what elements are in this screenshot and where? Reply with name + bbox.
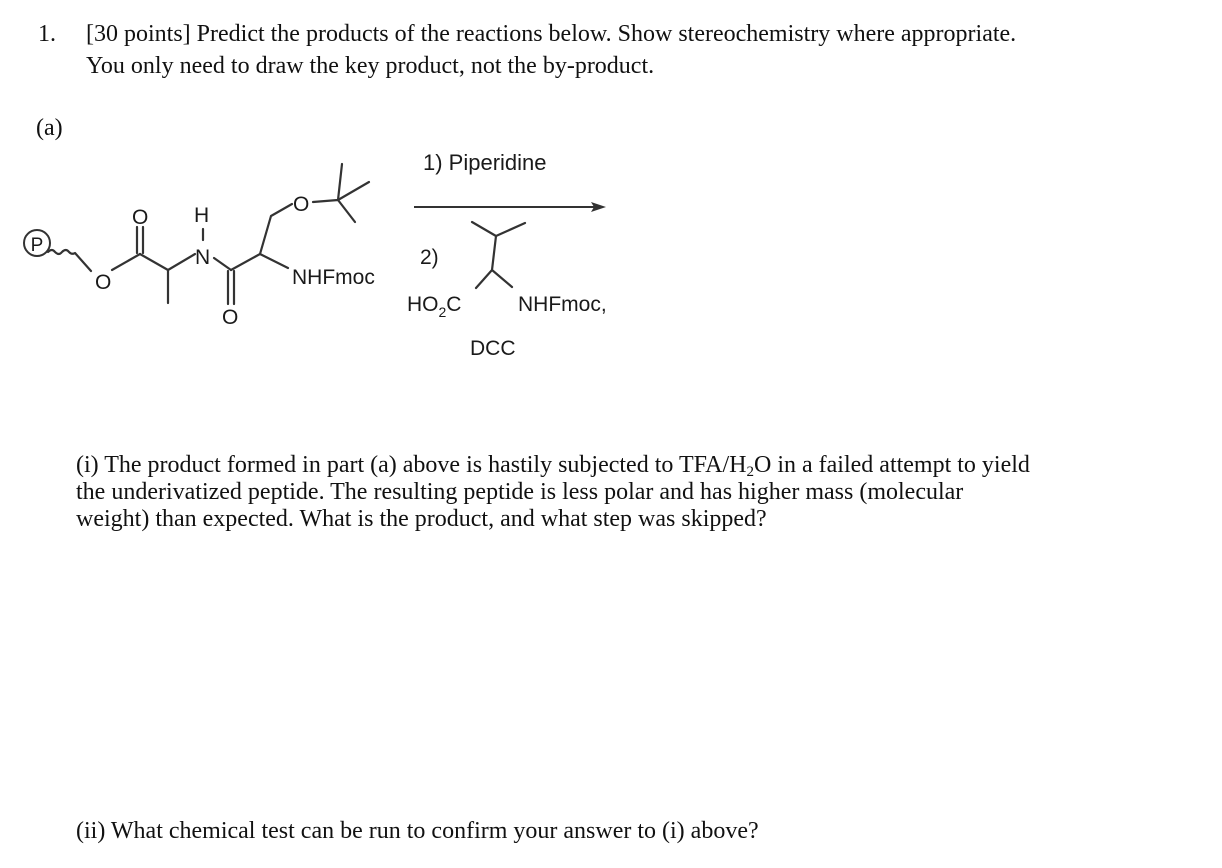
backbone-bond <box>231 254 260 270</box>
reagent-dcc: DCC <box>470 337 516 360</box>
side-chain-bond <box>260 204 292 254</box>
part-a-label: (a) <box>36 115 63 141</box>
part-i-line-2: the underivatized peptide. The resulting peptide is less polar and has higher mass (molecular <box>76 479 964 505</box>
part-ii-question: (ii) What chemical test can be run to confirm your answer to (i) above? <box>76 818 759 844</box>
backbone-bond <box>112 254 140 270</box>
resin-linker-bond <box>48 250 91 271</box>
ester-oxygen: O <box>95 271 112 294</box>
reagent-nhfmoc: NHFmoc, <box>518 293 607 316</box>
part-i-question <box>76 452 1196 533</box>
ether-oxygen: O <box>293 193 310 216</box>
question-text-line-2: You only need to draw the key product, not the by-product. <box>86 53 655 79</box>
carbonyl-1-oxygen: O <box>132 206 149 229</box>
backbone-bond <box>260 254 288 268</box>
backbone-bond <box>140 254 168 270</box>
reaction-arrow <box>414 202 606 212</box>
backbone-bond <box>168 254 195 270</box>
resin-label: P <box>30 235 44 256</box>
carbonyl-2-oxygen: O <box>222 306 239 329</box>
resin-bead <box>24 230 50 256</box>
question-number: 1. <box>38 21 56 47</box>
part-i-line-1: (i) The product formed in part (a) above is hastily subjected to TFA/$H_2O$ in a failed attempt to yield <box>76 452 1030 480</box>
reaction-scheme <box>0 140 700 380</box>
reagent-step-2-label: 2) <box>420 246 439 269</box>
reagent-step-1: 1) Piperidine <box>423 150 547 175</box>
reagent-skeleton-bonds <box>472 222 525 288</box>
reagent-carboxyl-group: $HO_2C$ <box>407 293 462 320</box>
carbonyl-2-double-bond <box>228 271 234 304</box>
amide-nitrogen: N <box>195 246 211 269</box>
question-text-line-1: [30 points] Predict the products of the reactions below. Show stereochemistry where appropriate. <box>86 21 1017 47</box>
backbone-bond <box>214 258 231 270</box>
part-i-line-3: weight) than expected. What is the product, and what step was skipped? <box>76 506 767 532</box>
tert-butyl-bonds <box>313 164 369 222</box>
reactant-nhfmoc: NHFmoc <box>292 266 375 289</box>
carbonyl-1-double-bond <box>137 227 143 253</box>
amide-hydrogen: H <box>194 204 210 227</box>
